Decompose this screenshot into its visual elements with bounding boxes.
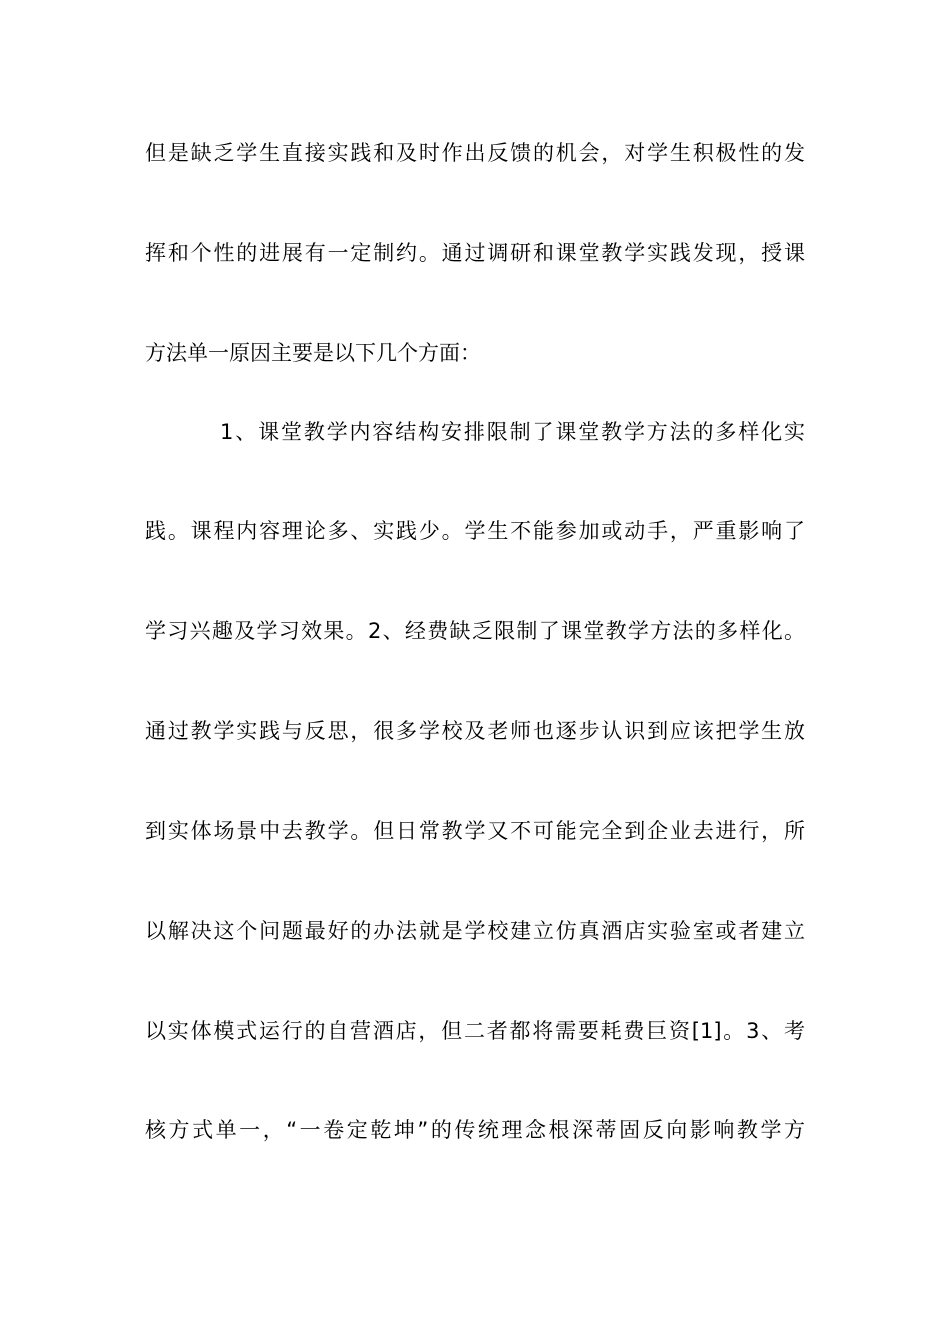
text-line-4: 1、课堂教学内容结构安排限制了课堂教学方法的多样化实	[220, 420, 805, 444]
text-line-5: 践。课程内容理论多、实践少。学生不能参加或动手，严重影响了	[145, 519, 805, 543]
text-line-7: 通过教学实践与反思，很多学校及老师也逐步认识到应该把学生放	[145, 719, 805, 743]
text-line-8: 到实体场景中去教学。但日常教学又不可能完全到企业去进行，所	[145, 819, 805, 843]
text-line-1: 但是缺乏学生直接实践和及时作出反馈的机会，对学生积极性的发	[145, 141, 805, 165]
text-line-3: 方法单一原因主要是以下几个方面：	[145, 341, 481, 365]
text-line-9: 以解决这个问题最好的办法就是学校建立仿真酒店实验室或者建立	[145, 919, 805, 943]
text-line-2: 挥和个性的进展有一定制约。通过调研和课堂教学实践发现，授课	[145, 241, 805, 265]
text-line-10: 以实体模式运行的自营酒店，但二者都将需要耗费巨资[1]。3、考	[145, 1019, 805, 1043]
text-line-6: 学习兴趣及学习效果。2、经费缺乏限制了课堂教学方法的多样化。	[145, 619, 805, 643]
text-line-11: 核方式单一，“一卷定乾坤”的传统理念根深蒂固反向影响教学方	[145, 1118, 805, 1142]
